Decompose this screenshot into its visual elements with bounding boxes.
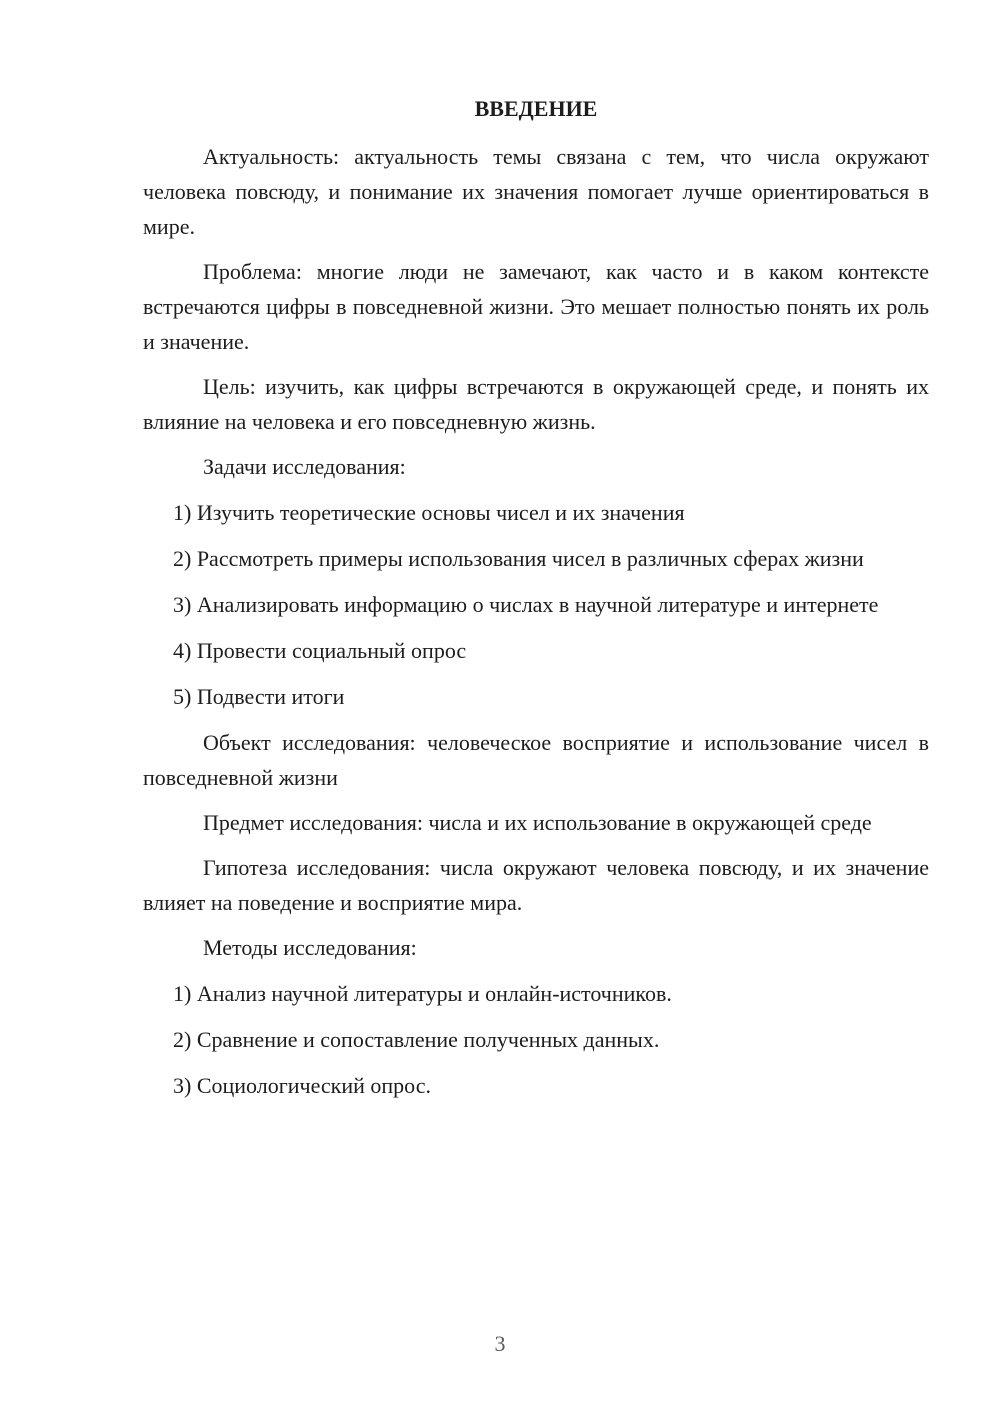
page-content	[143, 94, 929, 1114]
paragraph-object: Объект исследования: человеческое восприятие и использование чисел в повседневной жизни	[143, 730, 929, 790]
method-item-2: 2) Сравнение и сопоставление полученных данных.	[173, 1027, 660, 1052]
section-title: ВВЕДЕНИЕ	[474, 96, 598, 121]
task-item-4: 4) Провести социальный опрос	[173, 638, 467, 663]
task-item-3: 3) Анализировать информацию о числах в научной литературе и интернете	[173, 592, 879, 617]
paragraph-subject: Предмет исследования: числа и их использование в окружающей среде	[203, 810, 872, 835]
method-item-1: 1) Анализ научной литературы и онлайн-источников.	[173, 981, 672, 1006]
paragraph-goal: Цель: изучить, как цифры встречаются в окружающей среде, и понять их влияние на человека и его повседневную жизнь.	[143, 374, 929, 434]
method-item-3: 3) Социологический опрос.	[173, 1073, 431, 1098]
page-number: 3	[494, 1331, 506, 1356]
task-item-2: 2) Рассмотреть примеры использования чисел в различных сферах жизни	[173, 546, 864, 571]
tasks-heading: Задачи исследования:	[203, 454, 406, 479]
paragraph-hypothesis: Гипотеза исследования: числа окружают человека повсюду, и их значение влияет на поведение и восприятие мира.	[143, 855, 929, 915]
paragraph-problem: Проблема: многие люди не замечают, как часто и в каком контексте встречаются цифры в повседневной жизни. Это мешает полностью понять их роль и значение.	[143, 259, 929, 354]
task-item-5: 5) Подвести итоги	[173, 684, 345, 709]
paragraph-relevance: Актуальность: актуальность темы связана с тем, что числа окружают человека повсюду, и понимание их значения помогает лучше ориентироваться в мире.	[143, 144, 929, 239]
task-item-1: 1) Изучить теоретические основы чисел и их значения	[173, 500, 685, 525]
methods-heading: Методы исследования:	[203, 935, 417, 960]
